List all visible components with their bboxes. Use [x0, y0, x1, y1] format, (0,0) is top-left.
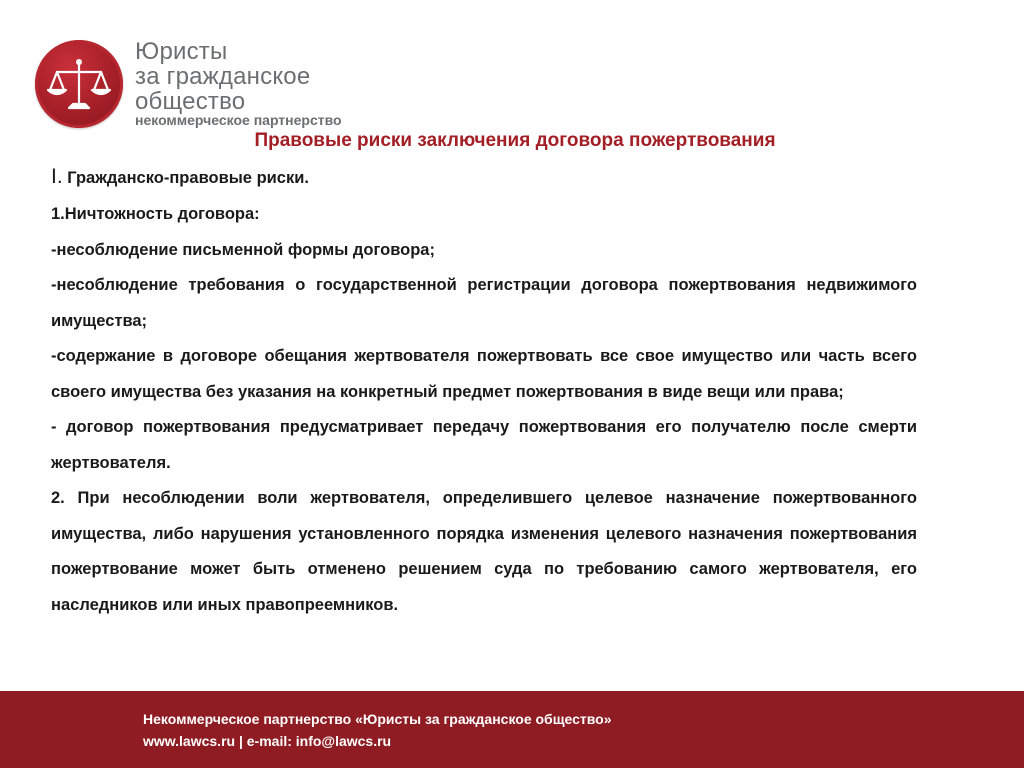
footer-contacts: www.lawcs.ru | e-mail: info@lawcs.ru — [143, 733, 392, 749]
section-numeral: I. — [51, 165, 63, 188]
logo-subtitle: некоммерческое партнерство — [135, 112, 342, 128]
logo-text-line-3: общество — [135, 88, 246, 115]
paragraph-cancellation: 2. При несоблюдении воли жертвователя, определившего целевое назначение пожертвованного имущества, либо нарушения установленного порядка изменения целевого назначения пожертвования пожертвование может быть отменено решением суда по требованию самого жертвователя, его наследников или иных правопреемников. — [51, 489, 917, 614]
paragraph-written-form: -несоблюдение письменной формы договора; — [51, 240, 435, 259]
scales-of-justice-icon — [35, 40, 123, 128]
paragraph-nullity: 1.Ничтожность договора: — [51, 205, 260, 223]
page-title: Правовые риски заключения договора пожертвования — [254, 130, 776, 151]
slide-body — [51, 158, 917, 623]
footer-organization: Некоммерческое партнерство «Юристы за гражданское общество» — [143, 711, 612, 727]
section-heading-text: Гражданско-правовые риски. — [62, 169, 309, 187]
paragraph-state-registration: -несоблюдение требования о государственной регистрации договора пожертвования недвижимого имущества; — [51, 276, 917, 330]
section-heading — [51, 158, 917, 197]
footer-bar — [0, 691, 1024, 768]
paragraph-promise-of-property: -содержание в договоре обещания жертвователя пожертвовать все свое имущество или часть всего своего имущества без указания на конкретный предмет пожертвования в виде вещи или права; — [51, 347, 917, 401]
logo — [35, 38, 375, 134]
paragraph-after-death: - договор пожертвования предусматривает передачу пожертвования его получателю после смерти жертвователя. — [51, 418, 917, 472]
logo-text-line-1: Юристы — [135, 38, 228, 65]
logo-text-line-2: за гражданское — [135, 63, 311, 90]
